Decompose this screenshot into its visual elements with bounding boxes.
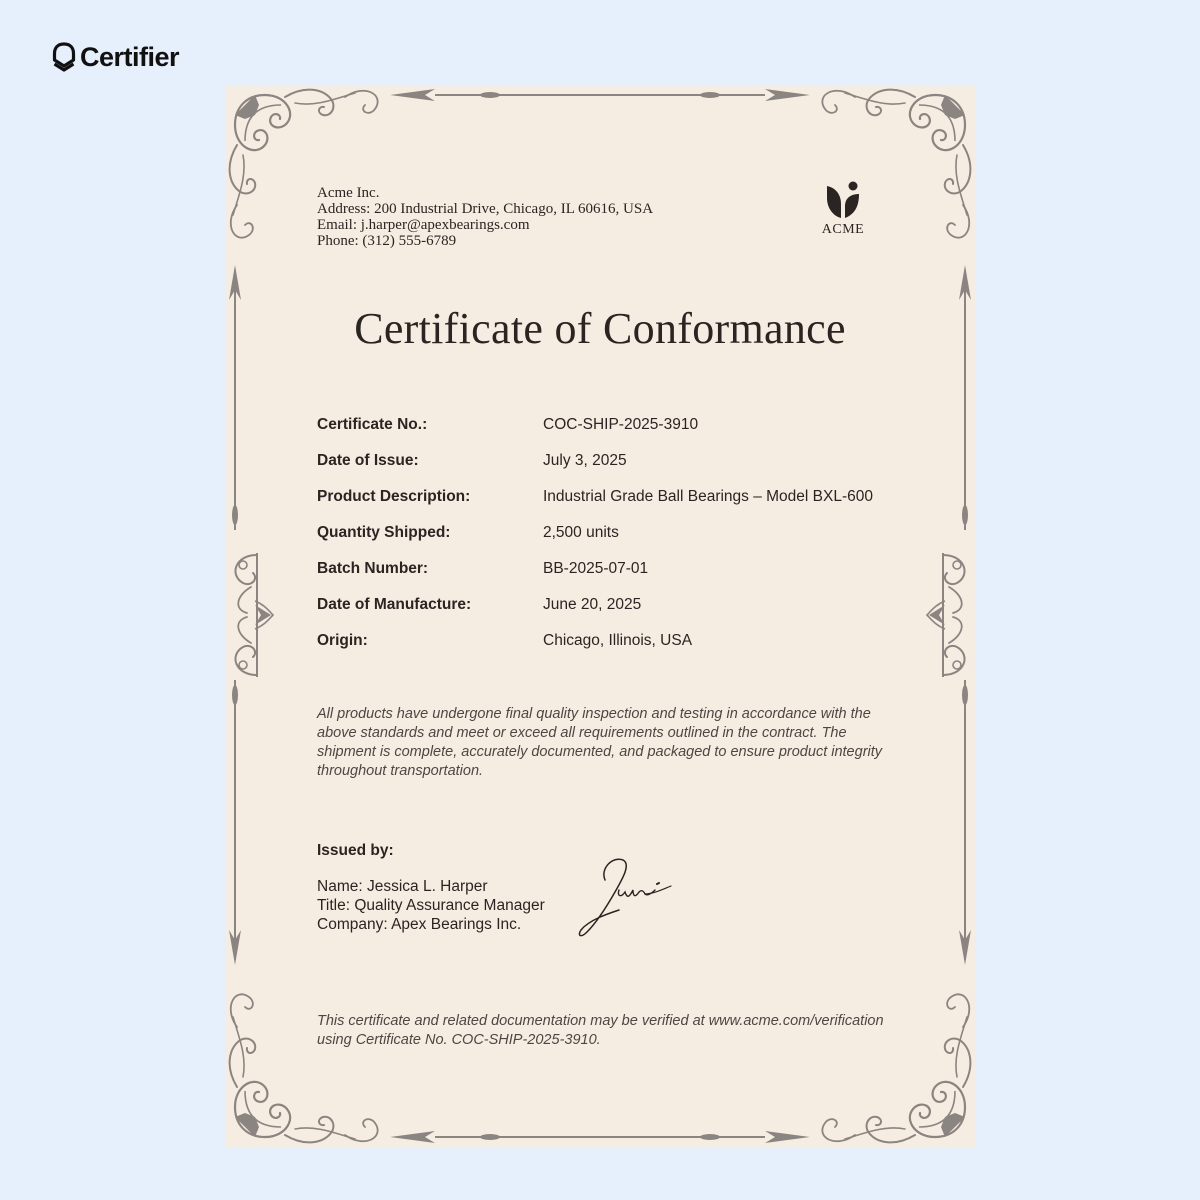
company-logo-text: ACME: [821, 222, 865, 237]
field-row: [317, 623, 873, 659]
field-label: Date of Issue:: [317, 452, 419, 469]
issuer-company-line: Company: Apex Bearings Inc.: [317, 916, 522, 933]
field-row: [317, 515, 873, 551]
certificate-fields: [317, 407, 873, 659]
field-label: Certificate No.:: [317, 416, 428, 433]
field-value: BB-2025-07-01: [543, 560, 649, 577]
field-row: [317, 551, 873, 587]
field-row: [317, 479, 873, 515]
certifier-logo-icon: [52, 41, 76, 73]
field-label: Origin:: [317, 632, 368, 649]
issuer-company: Acme Inc.: [317, 185, 380, 201]
field-label: Product Description:: [317, 488, 471, 505]
issuer-title: Title: Quality Assurance Manager: [317, 897, 545, 914]
field-label: Batch Number:: [317, 560, 429, 577]
certificate-title: Certificate of Conformance: [354, 304, 846, 353]
field-value: 2,500 units: [543, 524, 619, 541]
field-label: Date of Manufacture:: [317, 596, 472, 613]
company-logo: [810, 180, 876, 238]
issued-by-heading: Issued by:: [317, 842, 394, 859]
brand-name: Certifier: [80, 41, 180, 72]
field-label: Quantity Shipped:: [317, 524, 451, 541]
certificate-document: [225, 85, 975, 1147]
field-value: June 20, 2025: [543, 596, 642, 613]
acme-logo-icon: [825, 180, 861, 220]
certifier-brand: [52, 40, 179, 74]
field-value: Industrial Grade Ball Bearings – Model BXL-600: [543, 488, 873, 505]
issuer-email: Email: j.harper@apexbearings.com: [317, 217, 530, 233]
issuer-name: Name: Jessica L. Harper: [317, 878, 488, 895]
conformance-statement: All products have undergone final quality inspection and testing in accordance with the above standards and meet or exceed all requirements outlined in the contract. The shipment is complete, accurately documented, and packaged to ensure product integrity throughout transportation.: [317, 706, 883, 779]
field-row: [317, 407, 873, 443]
issuer-address: Address: 200 Industrial Drive, Chicago, IL 60616, USA: [317, 201, 654, 217]
field-row: [317, 587, 873, 623]
issuer-phone: Phone: (312) 555-6789: [317, 233, 457, 249]
issuer-header: [317, 185, 653, 249]
field-value: July 3, 2025: [543, 452, 627, 469]
verification-note: This certificate and related documentation may be verified at www.acme.com/verification using Certificate No. COC-SHIP-2025-3910.: [317, 1013, 884, 1048]
signature: [575, 850, 685, 942]
field-row: [317, 443, 873, 479]
field-value: COC-SHIP-2025-3910: [543, 416, 699, 433]
issuer-details: [317, 877, 545, 934]
field-value: Chicago, Illinois, USA: [543, 632, 693, 649]
